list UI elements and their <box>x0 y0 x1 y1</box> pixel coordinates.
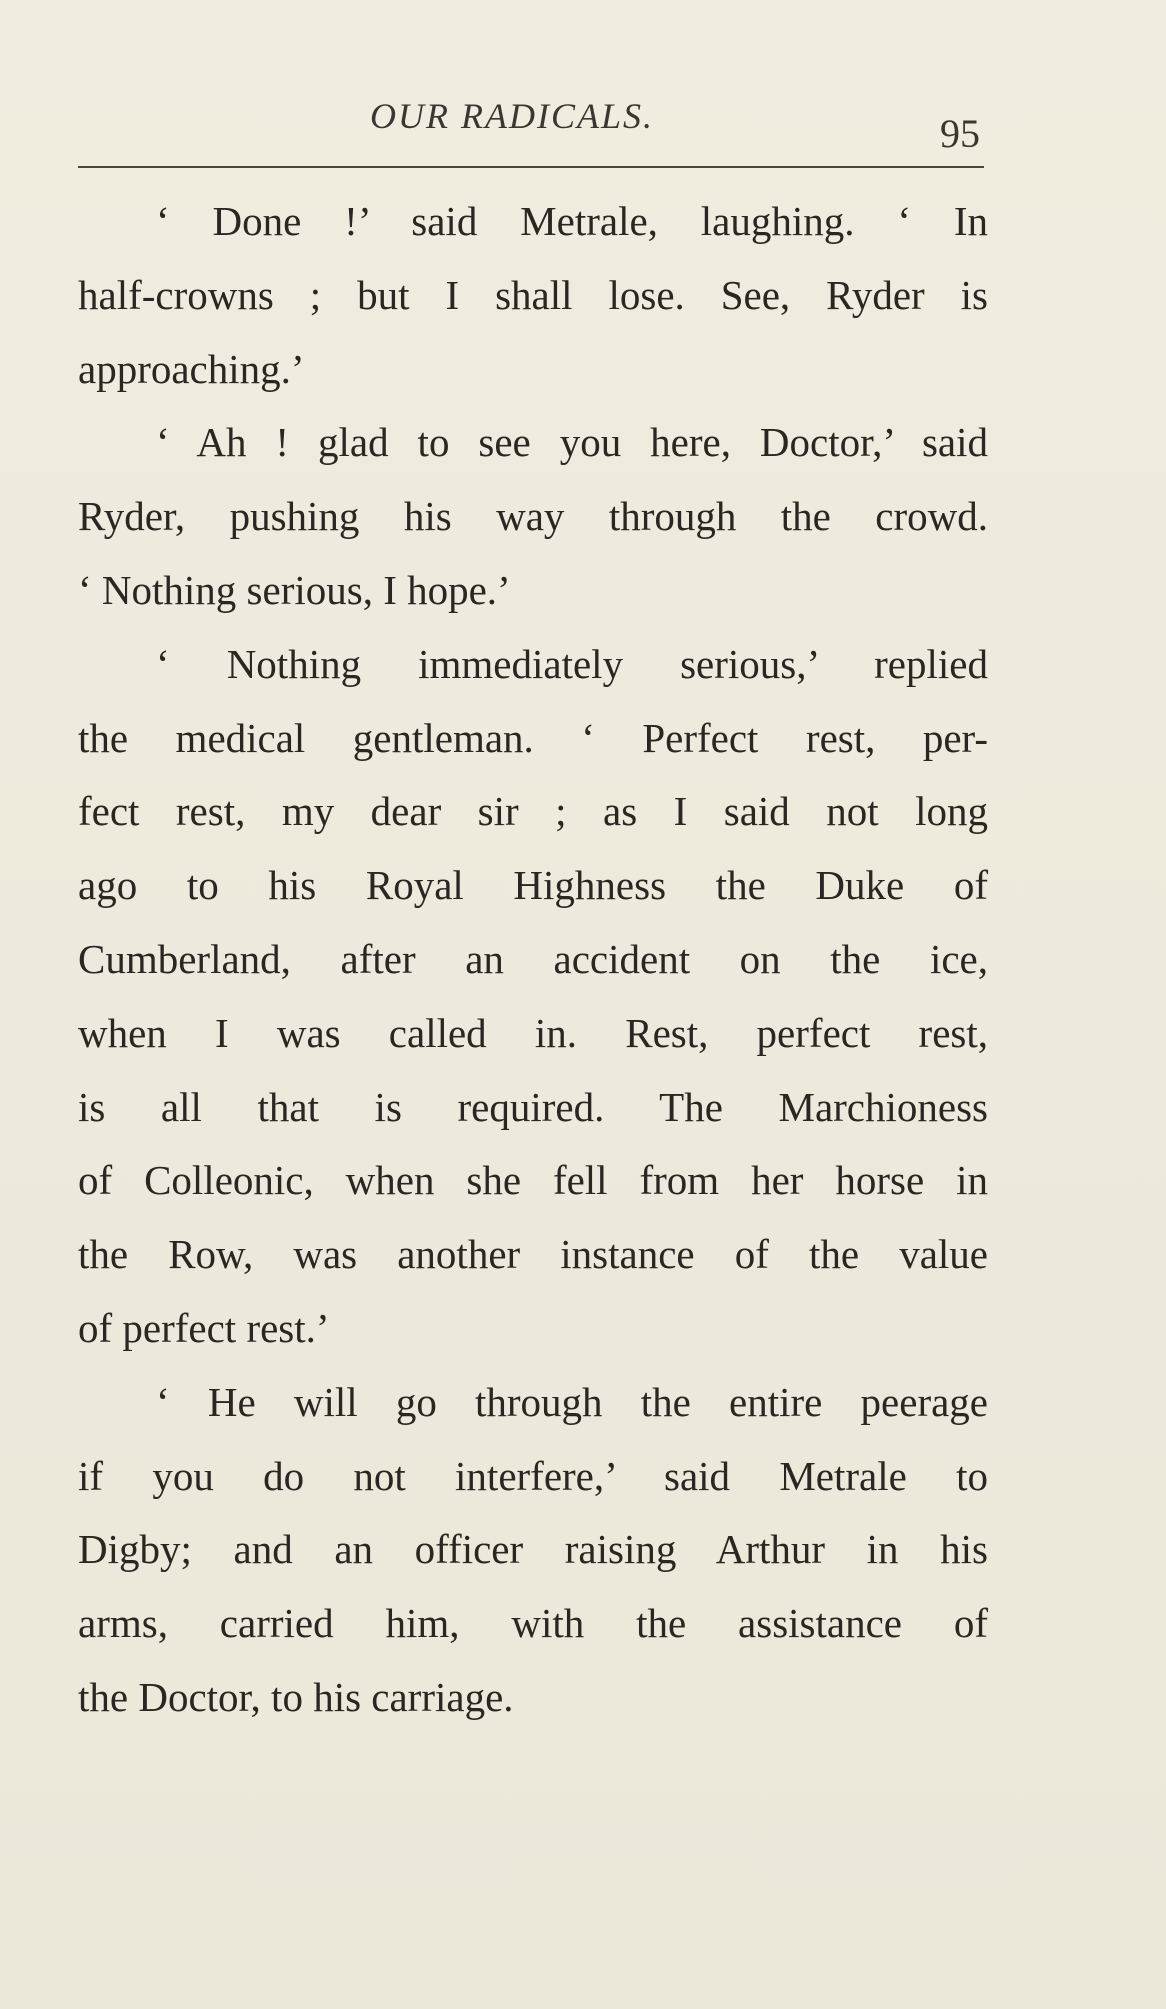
text-line: ‘ Ah ! glad to see you here, Doctor,’ said <box>156 419 988 466</box>
text-line: the Row, was another instance of the value <box>78 1231 988 1278</box>
text-line: Ryder, pushing his way through the crowd. <box>78 493 988 540</box>
text-line: when I was called in. Rest, perfect rest, <box>78 1009 988 1056</box>
text-line: Digby; and an officer raising Arthur in his <box>78 1526 988 1573</box>
running-head: OUR RADICALS. <box>370 96 654 136</box>
text-line: fect rest, my dear sir ; as I said not long <box>78 788 988 835</box>
text-line: ‘ Nothing immediately serious,’ replied <box>156 640 988 687</box>
text-line: ‘ He will go through the entire peerage <box>156 1378 988 1425</box>
text-line: of Colleonic, when she fell from her horse in <box>78 1157 988 1204</box>
body-text <box>78 185 988 1735</box>
text-line: ago to his Royal Highness the Duke of <box>78 862 988 909</box>
text-line: the Doctor, to his carriage. <box>78 1673 514 1720</box>
text-line: if you do not interfere,’ said Metrale to <box>78 1452 988 1499</box>
text-line: ‘ Done !’ said Metrale, laughing. ‘ In <box>156 198 988 244</box>
text-line: half-crowns ; but I shall lose. See, Ryder is <box>78 271 988 318</box>
text-line: of perfect rest.’ <box>78 1304 330 1351</box>
page-number: 95 <box>940 111 980 156</box>
text-line: arms, carried him, with the assistance of <box>78 1600 988 1647</box>
header-rule <box>78 166 984 168</box>
text-line: approaching.’ <box>78 345 305 392</box>
text-line: Cumberland, after an accident on the ice, <box>78 935 988 982</box>
text-line: is all that is required. The Marchioness <box>78 1083 988 1130</box>
text-line: the medical gentleman. ‘ Perfect rest, per- <box>78 714 988 761</box>
text-line: ‘ Nothing serious, I hope.’ <box>78 566 511 613</box>
